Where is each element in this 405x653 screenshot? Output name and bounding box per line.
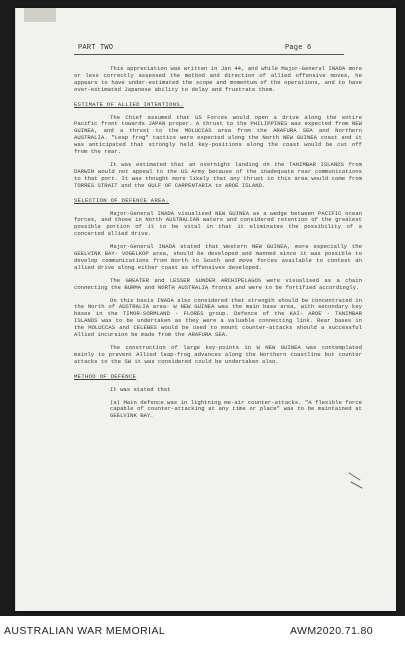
paragraph: Major-General INADA stated that Western NEW GUINEA, more especially the GEELVINK BAY- VOGELKOP area, should be developed and manned since it was possible to develop communications from North to South and move forces available to contest an allied drive along either coast as offensives developed. [74,243,362,271]
paragraph: It was estimated that an overnight landing on the TANIMBAR ISLANDS from DARWIN would not appeal to the US Army because of the inadequate rear communications to that port. It was thought more likely that any thrust in this area would come from TORRES STRAIT and the GULF OF CARPENTARIA to AROE ISLAND. [74,160,362,189]
part-label: PART TWO [78,44,114,52]
paragraph: The GREATER and LESSER SUNDER ARCHIPELAGOS were visualised as a chain connecting the BURMA and NORTH AUSTRALIA fronts and were to be fortified accordingly. [74,276,362,291]
paper-tab [24,8,56,22]
paragraph: The Chief assumed that US Forces would open a drive along the entire Pacific front towards JAPAN proper. A thrust to the PHILIPPINES was expected from NEW GUINEA, and a thrust to the MOLUCCAS area from the ARAFURA SEA and Northern AUSTRALIA. "Leap frog" tactics were expected along the North NEW GUINEA coast and it was anticipated that strongly held key-positions along the coast would be cut off from the rear. [74,113,362,156]
paragraph: The construction of large key-points in W NEW GUINEA was contemplated mainly to prevent Allied leap-frog advances along the Northern coastline but counter attacks to the SW it was considered could be undertaken also. [74,344,362,365]
paragraph: On this basis INADA also considered that strength should be concentrated in the North of AUSTRALIA area- W NEW GUINEA was the main base area, with secondary key bases in the TIMOR-SORMLAND - FLORES group. Defence of the KAI- AROE - TANIMBAR ISLANDS was to be undertaken as they were a valuable connecting link. Rear bases in the MOLUCCAS and CELEBES would be used to mount counter-attacks should a successful Allied incursion be made from the ARAFURA SEA. [74,296,362,339]
section-heading-method-of-defence: METHOD OF DEFENCE [74,372,137,380]
archive-reference: AWM2020.71.80 [290,625,374,637]
page-number: Page 6 [285,44,312,52]
paragraph: Major-General INADA visualised NEW GUINEA as a wedge between PACIFIC ocean forces, and those in North AUSTRALIAN waters and considered retention of the greatest possible portion of it to be vital in that it eliminates the possibility of a concerted allied drive. [74,209,362,238]
section-heading-allied-intentions: ESTIMATE OF ALLIED INTENTIONS. [74,100,184,108]
archive-credit: AUSTRALIAN WAR MEMORIAL [4,625,166,637]
section-heading-defence-area: SELECTION OF DEFENCE AREA. [74,196,170,204]
document-body [74,66,362,420]
header-rule [74,54,344,55]
paragraph: It was stated that [110,385,171,393]
list-item: (a) Main defence was in lightning me-air counter-attacks. "A flexible force capable of counter-attacking at any time or place" was to be maintained at GEELVINK BAY. [110,398,362,420]
intro-paragraph: This appreciation was written in Jan 44, and while Major-General INADA more or less correctly assessed the method and direction of allied offensive moves, he appears to have under-estimated the scope and momentum of the operations, and to have over-estimated Japanese ability to delay and frustrate them. [74,65,362,93]
pencil-mark-icon [346,470,366,492]
